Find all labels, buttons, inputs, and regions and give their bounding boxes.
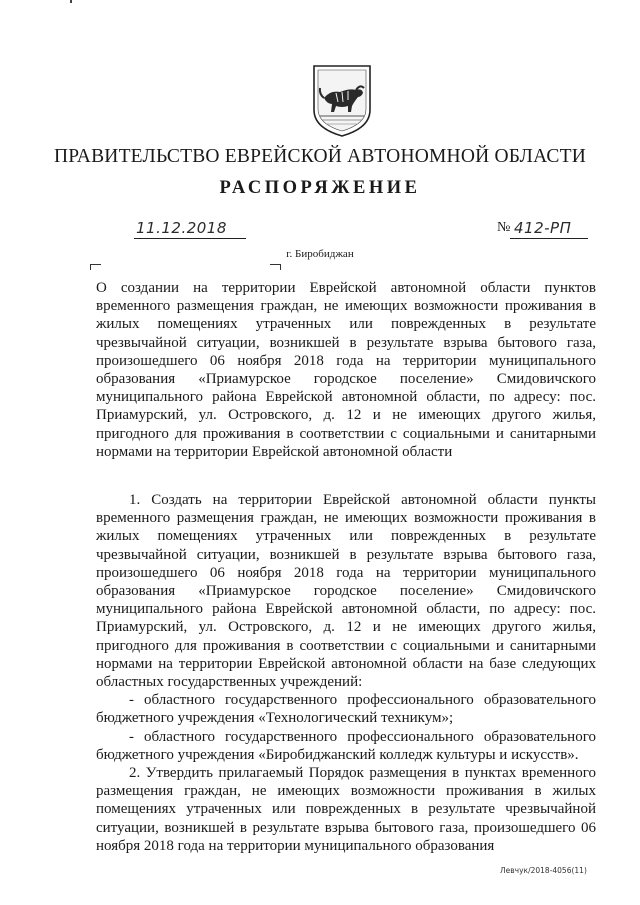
number-field (510, 216, 588, 239)
document-body (96, 491, 596, 855)
scan-artifact (70, 0, 72, 3)
footer-code: Левчук/2018-4056(11) (500, 866, 587, 875)
subject-bracket-right (270, 264, 281, 270)
document-type-heading: РАСПОРЯЖЕНИЕ (219, 178, 421, 198)
date-field (134, 216, 246, 239)
list-item-technical-college: - областного государственного профессионального образовательного бюджетного учреждения «Технологический техникум»; (96, 692, 596, 727)
paragraph-2: 2. Утвердить прилагаемый Порядок размещения в пунктах временного размещения граждан, не имеющих возможности проживания в жилых помещениях утраченных или поврежденных в результате чрезвычайной ситуации, возникшей в результате взрыва бытового газа, произошедшего 06 ноября 2018 года на территории муниципального образования (96, 765, 596, 854)
government-title: ПРАВИТЕЛЬСТВО ЕВРЕЙСКОЙ АВТОНОМНОЙ ОБЛАСТИ (53, 146, 587, 167)
number-label: № (497, 220, 511, 235)
handwritten-number: 412-РП (514, 219, 572, 237)
coat-of-arms-tiger-icon (306, 62, 378, 140)
city-label: г. Биробиджан (286, 248, 354, 260)
subject-bracket-left (90, 264, 101, 270)
handwritten-date: 11.12.2018 (136, 219, 227, 237)
document-subject: О создании на территории Еврейской автономной области пунктов временного размещения граждан, не имеющих возможности проживания в жилых помещениях утраченных или поврежденных в результате чрезвычайной ситуации, возникшей в результате взрыва бытового газа, произошедшего 06 ноября 2018 года на территории муниципального образования «Приамурское городское поселение» Смидовичского муниципального района Еврейской автономной области, по адресу: пос. Приамурский, ул. Островского, д. 12 и не имеющих другого жилья, пригодного для проживания в соответствии с социальными и санитарными нормами на территории Еврейской автономной области (96, 280, 596, 460)
list-item-culture-college: - областного государственного профессионального образовательного бюджетного учреждения «Биробиджанский колледж культуры и искусств». (96, 728, 596, 763)
paragraph-1: 1. Создать на территории Еврейской автономной области пункты временного размещения граждан, не имеющих возможности проживания в жилых помещениях утраченных или поврежденных в результате чрезвычайной ситуации, возникшей в результате взрыва бытового газа, произошедшего 06 ноября 2018 года на территории муниципального образования «Приамурское городское поселение» Смидовичского муниципального района Еврейской автономной области, по адресу: пос. Приамурский, ул. Островского, д. 12 и не имеющих другого жилья, пригодного для проживания в соответствии с социальными и санитарными нормами на территории Еврейской автономной области на базе следующих областных государственных учреждений: (96, 492, 596, 691)
